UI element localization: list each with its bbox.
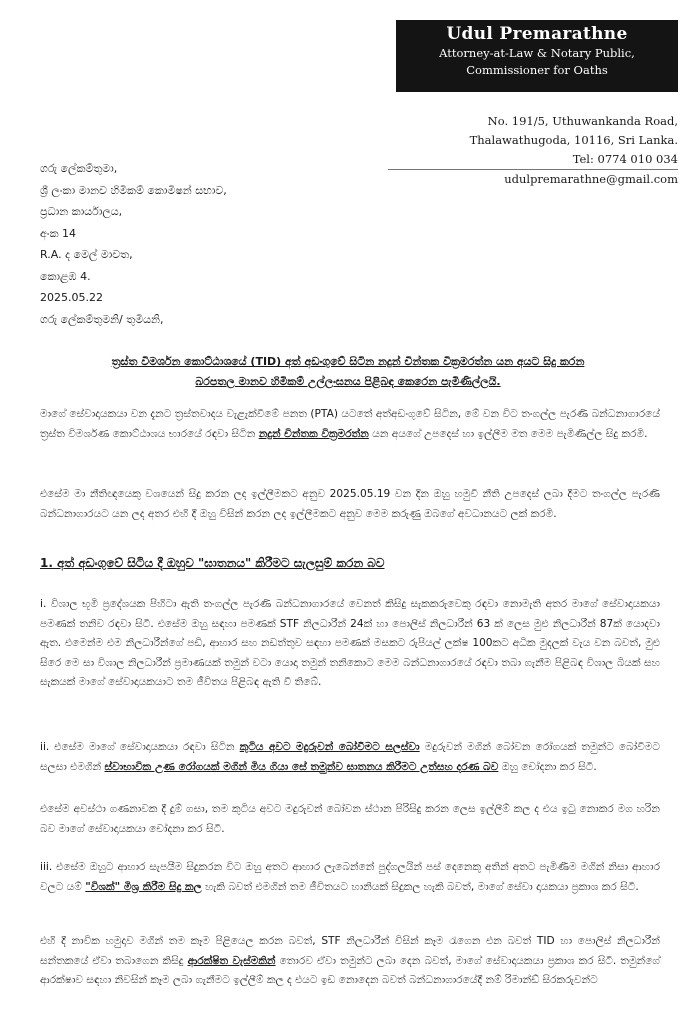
recipient-line: ගරු ලේකම්තුමා, — [40, 162, 118, 175]
client-name: නදුන් චින්තක වික්‍රමරත්න — [258, 427, 369, 440]
address-line-1: No. 191/5, Uthuwankanda Road, — [487, 114, 678, 128]
contact-block — [388, 112, 678, 189]
subject-line-2: බරපතල මානව හිමිකම් උල්ලංඝනය පිළිබඳ කෙරෙන පැමිණිල්ලයි. — [195, 375, 501, 388]
paragraph-text: මදුරුවන් මගින් බෝවන රෝගයක් තමුන්ට බෝවීමට සලසා එමගින් — [40, 741, 661, 773]
paragraph-text: ඔහු චෝදනා කර සිටී. — [498, 760, 597, 773]
paragraph-text: ii. එසේම මාගේ සේවාදායකයා රඳවා සිටින — [40, 741, 240, 753]
address-line-2: Thalawathugoda, 10116, Sri Lanka. — [469, 133, 678, 147]
item-ii — [40, 738, 660, 777]
attorney-title-2: Commissioner for Oaths — [466, 63, 608, 77]
paragraph-text: හැකි බවත් එමගින් තම ජීවිතයට හානියක් සිදුකල හැකි බවත්, මාගේ සේවා දායකයා ප්‍රකාශ කර සිටී. — [201, 880, 639, 893]
attorney-title-1: Attorney-at-Law & Notary Public, — [439, 46, 635, 60]
letter-subject — [40, 352, 656, 392]
recipient-address — [40, 158, 400, 309]
item-i: i. විශාල භූමි ප්‍රදේශයක පිහිටා ඇති තංගල්ල පැරණි බන්ධනාගාරයේ වෙනත් කිසිදු සැකකරුවෙකු රඳවා නොමැති අතර මාගේ සේවාදායකයා පමණක් තනිව රඳවා සිටී. එසේම ඔහු සඳහා පමණක් STF නිලධාරීන් 24ක් හා පොලිස් නිලධාරීන් 63 ක් ලෙස මුළු නිලධාරීන් 87ක් යොදවා ඇත. එමෙන්ම එම නිලධාරීන්ගේ පඩි, ආහාර සහ නඩත්තුව සඳහා පමණක් මසකට රුපියල් ලක්ෂ 100කට අධික මුදලක් වැය වන බවත්, මුළු සිරෙ මෙ සා විශාල නිලධාරීන් ප්‍රමාණයක් තමුන් වටා යොදා තමුන් තනිකොට මෙම බන්ධනාගාරයේ රඳවා තබා ගැනීම පිළිබඳ විශාල බියක් සහ සැකයක් මාගේ සේවාදායකයාට තම ජීවිතය පිළිබඳ ඇති වී තිබේ. — [40, 598, 660, 688]
emphasis-mosquito: කුටිය අවට මදුරුවන් බෝවීමට සලස්වා — [239, 741, 420, 753]
paragraph-visit: එසේම මා නීතිඥයෙකු වශයෙන් සිදු කරන ලද ඉල්ලීමකට අනුව 2025.05.19 වන දින ඔහු හමුවී නීති උපදෙස් ලබා දීමට තංගල්ල පැරණි බන්ධනාගාරයට යන ලද අතර එහි දී ඔහු විසින් කරන ලද ඉල්ලීමකට අනුව මෙම කරුණු ඔබගේ අවධානයට ලක් කරමි. — [40, 488, 660, 520]
subject-line-1: ත්‍රස්ත විමර්ශන කොට්ඨාශයේ (TID) අත් අඩංගුවේ සිටින නදුන් චින්තක වික්‍රමරත්න යන අයට සිදු කරන — [111, 355, 585, 368]
paragraph-text: මාගේ සේවාදායකයා වන දැනට ත්‍රස්තවාදය වැළැක්වීමේ පනත (PTA) යටතේ අත්අඩංගුවේ සිටින, මේ වන විට තංගල්ල පැරණි බන්ධනාගාරයේ ත්‍රස්ත විමර්ශණ කොට්ඨාශය භාරයේ රඳවා සිටින — [40, 408, 660, 440]
email-address[interactable]: udulpremarathne@gmail.com — [504, 172, 678, 186]
recipient-line: කොළඹ 4. — [40, 269, 91, 283]
salutation: ගරු ලේකම්තුමනි/ තුමියනි, — [40, 313, 164, 326]
recipient-line: අංක 14 — [40, 226, 76, 240]
paragraph-text: iii. එසේම ඔහුට ආහාර සැපයීම සිදුකරන විට ඔහු අතට ආහාර ලැබෙන්නේ පුද්ගලයින් පස් දෙනෙකු අතින් අතට පැමිණීම මගින් නිසා ආහාර වලට යම් — [40, 861, 660, 893]
emphasis-poison: "විශක්" මිශ්‍ර කිරීම සිදු කල — [85, 880, 202, 893]
paragraph-food — [40, 932, 660, 991]
emphasis-killing: ස්වාභාවික උණ රෝගයක් මගින් මිය ගියා සේ තමුන්ව ඝාතනය කිරීමට උත්සහ දරණ බව — [104, 760, 499, 773]
section-heading-1: 1. අත් අඩංගුවේ සිටිය දී ඔහුව "ඝාතනය" කිරීමට සැලසුම් කරන බව — [40, 556, 385, 570]
recipient-line: ශ්‍රී ලංකා මානව හිමිකම් කොමිෂන් සභාව, — [40, 183, 227, 197]
letter-date: 2025.05.22 — [40, 291, 103, 304]
attorney-name: Udul Premarathne — [446, 24, 628, 44]
recipient-line: ප්‍රධාන කාර්යාලය, — [40, 205, 123, 218]
paragraph-text: යන අයගේ උපදෙස් හා ඉල්ලීම මත මෙම පැමිණිල්ල සිදු කරමි. — [368, 427, 648, 440]
paragraph-smoke: එසේම අවස්ථා ගණනාවක දී දුම් ගසා, තම කුටිය අවට මදුරුවන් බෝවන ස්ථාන පිරිසිදු කරන ලෙස ඉල්ලීම් කල ද එය ඉටු නොකර මග හරින බව මාගේ සේවාදායකයා චෝදනා කර සිටී. — [40, 803, 660, 835]
item-iii — [40, 858, 660, 897]
paragraph-text: තොරව ඒවා තමුන්ට ලබා දෙන බවත්, මාගේ සේවාදායකයා ප්‍රකාශ කර සිටී. තමුන්ගේ ආරක්ෂාව සඳහා නිවසින් කෑම ලබා ගැනීමට ඉල්ලීම් කල ද එයට ඉඩ නොදෙන බවත් බන්ධනාගාරයේදී නම් රිමාන්ඩ් සිරකරුවන්ට — [40, 954, 660, 986]
telephone: Tel: 0774 010 034 — [388, 150, 678, 170]
emphasis-cover: ආරක්ෂිත වැස්මකින් — [187, 954, 276, 967]
paragraph-intro — [40, 405, 660, 444]
recipient-line: R.A. ද මෙල් මාවත, — [40, 248, 133, 261]
paragraph-text: එහි දී නාවික හමුදාව මගින් තම කෑම පිළියෙල කරන බවත්, STF නිලධාරීන් විසින් කෑම රැගෙන එන බවත් TID හා පොලිස් නිලධාරීන් සන්තකයේ ඒවා තබාගෙන කිසිදු — [40, 935, 660, 967]
letterhead-banner — [396, 20, 678, 92]
